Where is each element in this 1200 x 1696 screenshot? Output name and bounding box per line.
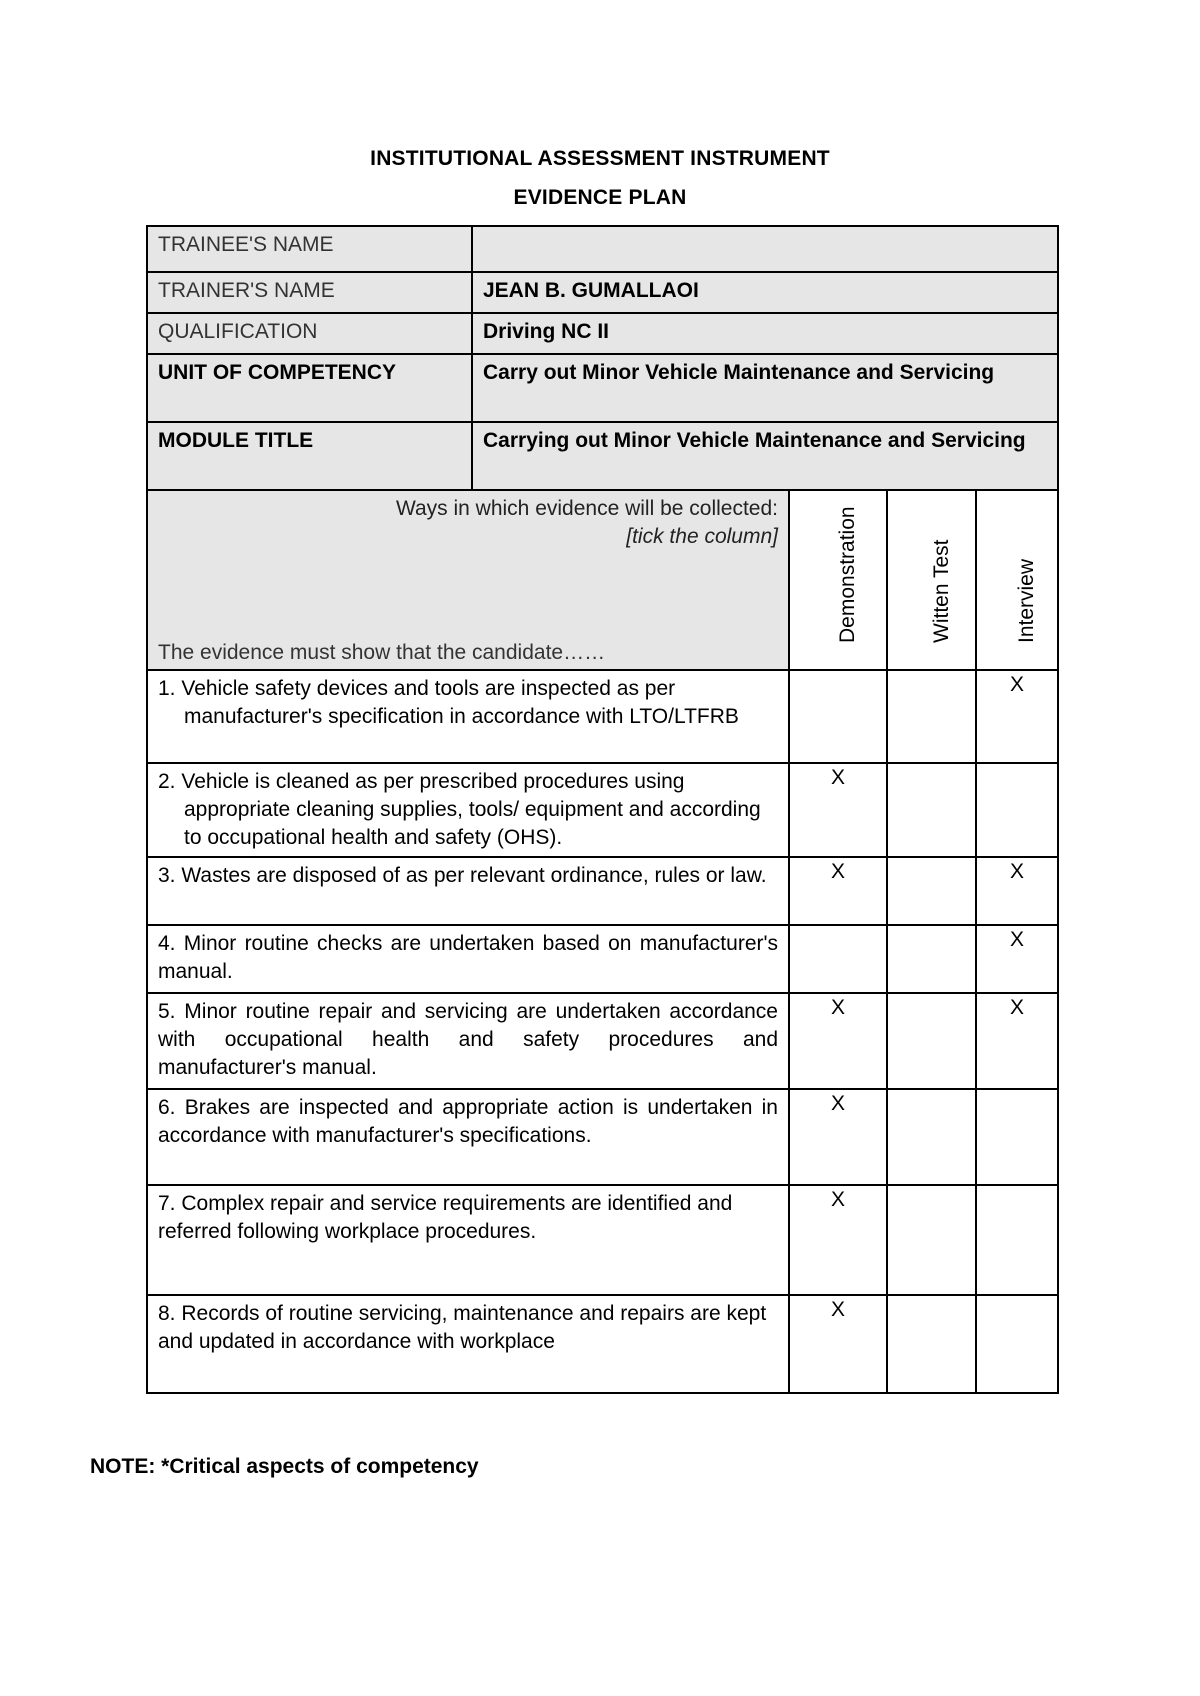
evidence-plan-table: [146, 225, 1059, 1394]
unit-value: Carry out Minor Vehicle Maintenance and Servicing: [472, 354, 1058, 422]
column-header-interview: Interview: [976, 490, 1058, 670]
trainer-label: TRAINER'S NAME: [147, 272, 472, 313]
criterion-text: 5. Minor routine repair and servicing are undertaken accordance with occupational health and safety procedures and manufacturer's manual.: [147, 993, 789, 1089]
interview-mark: [976, 1089, 1058, 1185]
tick-instruction: [tick the column]: [626, 525, 778, 548]
demonstration-mark: X: [789, 763, 887, 857]
table-row: [147, 1295, 1058, 1393]
written-test-mark: [887, 1185, 976, 1295]
written-test-mark: [887, 925, 976, 993]
table-row: [147, 1089, 1058, 1185]
interview-mark: X: [976, 857, 1058, 925]
document-subtitle: EVIDENCE PLAN: [513, 186, 687, 209]
criterion-text: 8. Records of routine servicing, maintenance and repairs are kept and updated in accordance with workplace: [147, 1295, 789, 1393]
interview-mark: X: [976, 993, 1058, 1089]
evidence-instructions: [147, 490, 789, 670]
table-row: [147, 993, 1058, 1089]
written-test-mark: [887, 1295, 976, 1393]
criterion-text: 2. Vehicle is cleaned as per prescribed procedures using appropriate cleaning supplies, tools/ equipment and according to occupational health and safety (OHS).: [147, 763, 789, 857]
written-test-mark: [887, 857, 976, 925]
trainee-label: TRAINEE'S NAME: [147, 226, 472, 272]
interview-mark: [976, 1295, 1058, 1393]
criterion-text: 6. Brakes are inspected and appropriate action is undertaken in accordance with manufacturer's specifications.: [147, 1089, 789, 1185]
module-value: Carrying out Minor Vehicle Maintenance and Servicing: [472, 422, 1058, 490]
table-row: [147, 925, 1058, 993]
criterion-text: 1. Vehicle safety devices and tools are inspected as per manufacturer's specification in accordance with LTO/LTFRB: [147, 670, 789, 763]
criterion-text: 7. Complex repair and service requirements are identified and referred following workplace procedures.: [147, 1185, 789, 1295]
qualification-row: [147, 313, 1058, 354]
interview-mark: X: [976, 670, 1058, 763]
interview-mark: [976, 1185, 1058, 1295]
unit-label: UNIT OF COMPETENCY: [147, 354, 472, 422]
table-row: [147, 1185, 1058, 1295]
demonstration-mark: X: [789, 1089, 887, 1185]
module-row: [147, 422, 1058, 490]
document-title: INSTITUTIONAL ASSESSMENT INSTRUMENT: [370, 147, 830, 170]
trainer-row: [147, 272, 1058, 313]
interview-mark: X: [976, 925, 1058, 993]
demonstration-mark: X: [789, 993, 887, 1089]
table-row: [147, 857, 1058, 925]
trainer-value: JEAN B. GUMALLAOI: [472, 272, 1058, 313]
evidence-header-row: [147, 490, 1058, 670]
criterion-text: 4. Minor routine checks are undertaken based on manufacturer's manual.: [147, 925, 789, 993]
ways-text: Ways in which evidence will be collected:: [395, 497, 778, 520]
written-test-mark: [887, 1089, 976, 1185]
table-row: [147, 670, 1058, 763]
written-test-mark: [887, 670, 976, 763]
written-test-mark: [887, 993, 976, 1089]
trainee-value: [472, 226, 1058, 272]
column-header-demonstration: Demonstration: [789, 490, 887, 670]
table-row: [147, 763, 1058, 857]
unit-row: [147, 354, 1058, 422]
demonstration-mark: X: [789, 1295, 887, 1393]
must-show-text: The evidence must show that the candidate……: [158, 641, 606, 664]
criterion-text: 3. Wastes are disposed of as per relevant ordinance, rules or law.: [147, 857, 789, 925]
demonstration-mark: X: [789, 1185, 887, 1295]
critical-aspects-note: NOTE: *Critical aspects of competency: [90, 1455, 479, 1478]
module-label: MODULE TITLE: [147, 422, 472, 490]
demonstration-mark: X: [789, 857, 887, 925]
column-header-written-test: Witten Test: [887, 490, 976, 670]
qualification-label: QUALIFICATION: [147, 313, 472, 354]
demonstration-mark: [789, 925, 887, 993]
qualification-value: Driving NC II: [472, 313, 1058, 354]
trainee-row: [147, 226, 1058, 272]
written-test-mark: [887, 763, 976, 857]
demonstration-mark: [789, 670, 887, 763]
interview-mark: [976, 763, 1058, 857]
